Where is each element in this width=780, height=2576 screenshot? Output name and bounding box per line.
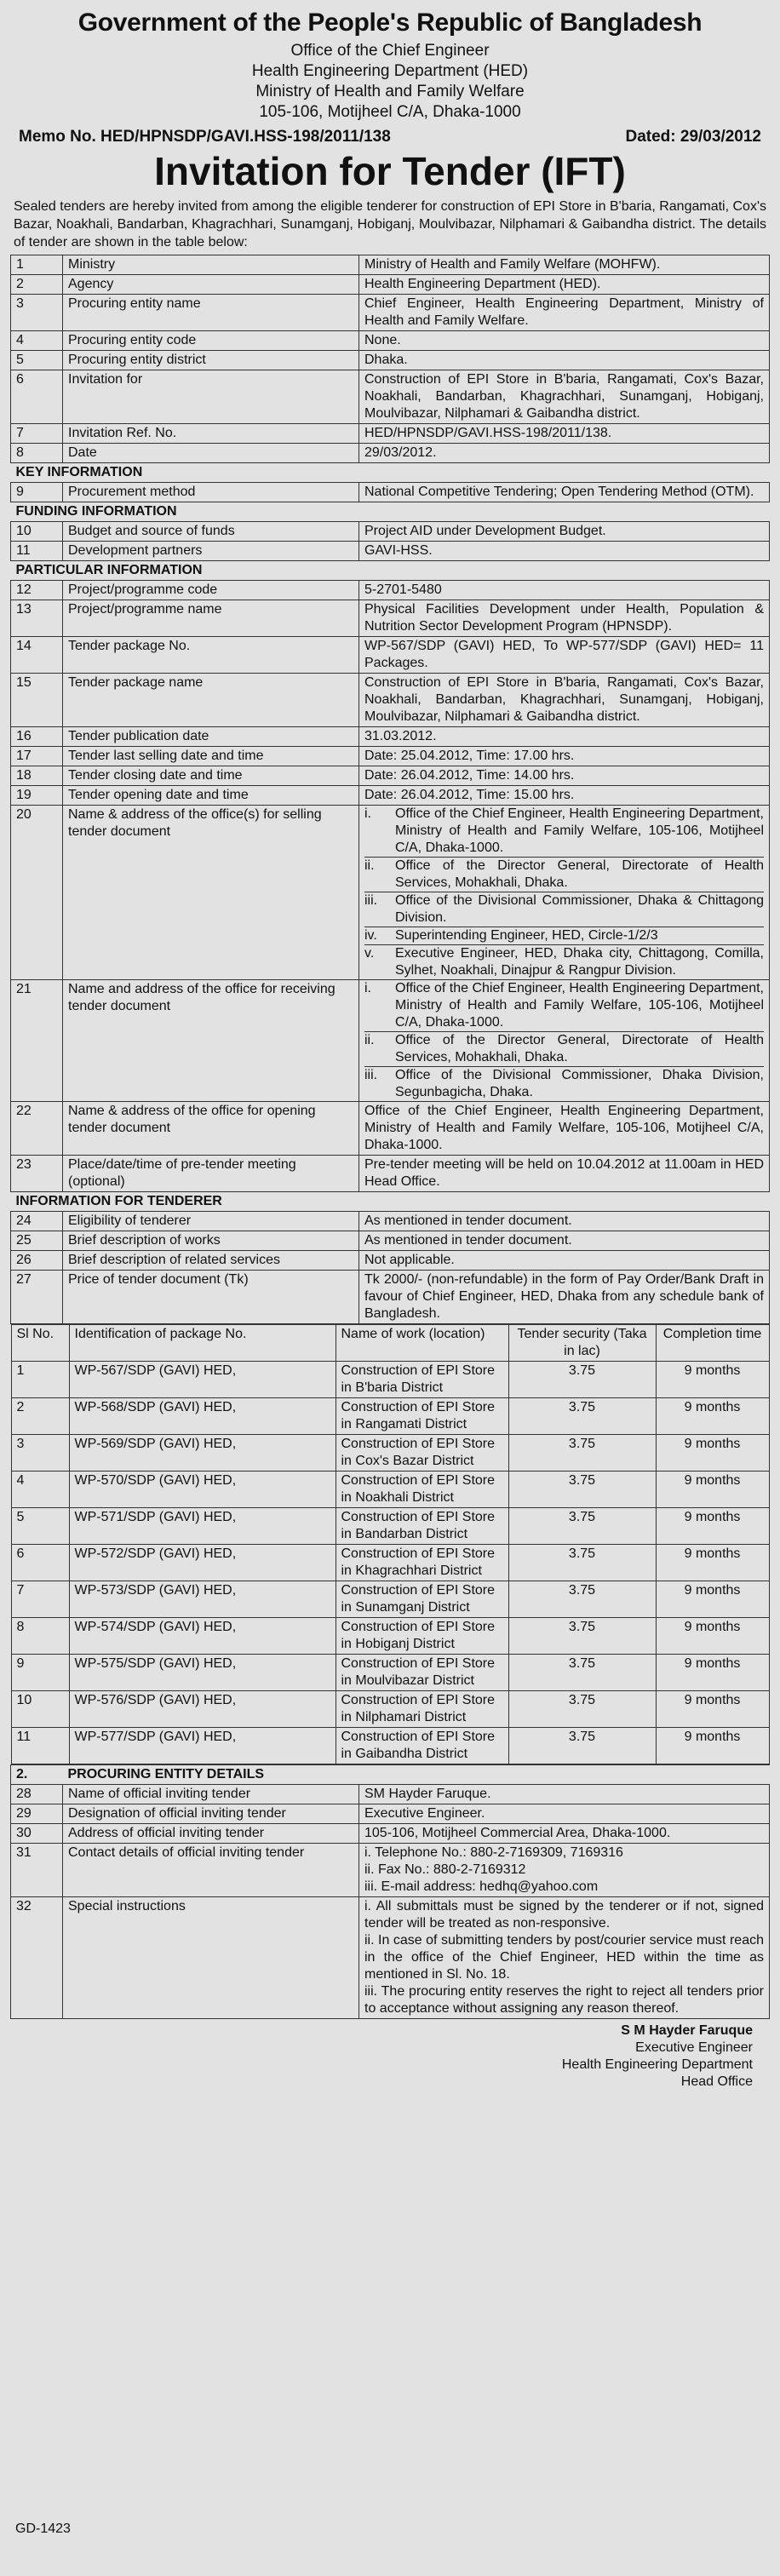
package-time: 9 months xyxy=(656,1508,769,1545)
package-row xyxy=(11,1398,769,1435)
detail-row xyxy=(11,542,770,561)
detail-row xyxy=(11,1271,770,1324)
detail-row xyxy=(11,351,770,370)
row-number: 8 xyxy=(11,444,63,463)
row-number: 7 xyxy=(11,424,63,444)
package-row xyxy=(11,1362,769,1398)
packages-header-work: Name of work (location) xyxy=(336,1325,508,1362)
item-text: Executive Engineer, HED, Dhaka city, Chittagong, Comilla, Sylhet, Noakhali, Dinajpur & Rangpur Division. xyxy=(395,946,764,978)
package-row xyxy=(11,1581,769,1618)
detail-row xyxy=(11,1804,770,1824)
item-roman: i. xyxy=(364,981,371,995)
office-list-item xyxy=(364,857,764,892)
package-security: 3.75 xyxy=(508,1362,656,1398)
signature-block xyxy=(10,2022,770,2091)
row-value xyxy=(359,1897,770,2019)
package-time: 9 months xyxy=(656,1362,769,1398)
department-line: Health Engineering Department (HED) xyxy=(251,62,529,80)
value-line: i. All submittals must be signed by the tenderer or if not, signed tender will be treated as non-responsive. xyxy=(364,1899,764,1931)
package-security: 3.75 xyxy=(508,1545,656,1581)
row-value: Office of the Chief Engineer, Health Engineering Department, Ministry of Health and Family Welfare, 105-106, Motijheel C/A, Dhaka-1000. xyxy=(359,1102,770,1156)
row-number: 1 xyxy=(11,255,63,275)
row-label: Contact details of official inviting tender xyxy=(63,1844,359,1897)
section-heading-row xyxy=(11,463,770,483)
detail-row xyxy=(11,255,770,275)
row-label: Place/date/time of pre-tender meeting (optional) xyxy=(63,1156,359,1192)
office-list-item xyxy=(364,892,764,927)
office-list-item xyxy=(364,806,764,857)
detail-row xyxy=(11,1785,770,1804)
row-value: WP-567/SDP (GAVI) HED, To WP-577/SDP (GAVI) HED= 11 Packages. xyxy=(359,637,770,674)
package-security: 3.75 xyxy=(508,1655,656,1691)
detail-row xyxy=(11,727,770,747)
row-value: 5-2701-5480 xyxy=(359,581,770,600)
row-label: Brief description of related services xyxy=(63,1251,359,1271)
row-value: Chief Engineer, Health Engineering Department, Ministry of Health and Family Welfare. xyxy=(359,295,770,331)
package-id: WP-571/SDP (GAVI) HED, xyxy=(69,1508,336,1545)
item-text: Office of the Director General, Directorate of Health Services, Mohakhali, Dhaka. xyxy=(395,1033,764,1064)
package-security: 3.75 xyxy=(508,1472,656,1508)
package-id: WP-575/SDP (GAVI) HED, xyxy=(69,1655,336,1691)
package-time: 9 months xyxy=(656,1398,769,1435)
package-security: 3.75 xyxy=(508,1691,656,1728)
packages-header-id: Identification of package No. xyxy=(69,1325,336,1362)
item-text: Office of the Divisional Commissioner, Dhaka & Chittagong Division. xyxy=(395,893,764,925)
row-number: 25 xyxy=(11,1231,63,1251)
row-number: 28 xyxy=(11,1785,63,1804)
signatory-department: Health Engineering Department xyxy=(561,2057,753,2072)
office-list xyxy=(359,980,770,1102)
signatory-name: S M Hayder Faruque xyxy=(621,2023,753,2038)
package-id: WP-570/SDP (GAVI) HED, xyxy=(69,1472,336,1508)
package-time: 9 months xyxy=(656,1581,769,1618)
row-label: Tender package name xyxy=(63,674,359,727)
office-list-item xyxy=(364,927,764,944)
package-id: WP-572/SDP (GAVI) HED, xyxy=(69,1545,336,1581)
item-text: Office of the Chief Engineer, Health Engineering Department, Ministry of Health and Family Welfare, 105-106, Motijheel C/A, Dhaka-1000. xyxy=(395,806,764,855)
package-id: WP-569/SDP (GAVI) HED, xyxy=(69,1435,336,1472)
detail-row xyxy=(11,674,770,727)
row-number: 24 xyxy=(11,1212,63,1231)
row-value: 105-106, Motijheel Commercial Area, Dhaka-1000. xyxy=(359,1824,770,1844)
package-row xyxy=(11,1472,769,1508)
detail-row xyxy=(11,1102,770,1156)
row-label: Name and address of the office for receiving tender document xyxy=(63,980,359,1102)
row-label: Tender publication date xyxy=(63,727,359,747)
package-row xyxy=(11,1728,769,1764)
package-work: Construction of EPI Store in Nilphamari District xyxy=(336,1691,508,1728)
row-label: Invitation Ref. No. xyxy=(63,424,359,444)
notice-header xyxy=(10,9,770,123)
row-value: GAVI-HSS. xyxy=(359,542,770,561)
row-value xyxy=(359,1844,770,1897)
package-work: Construction of EPI Store in Cox's Bazar District xyxy=(336,1435,508,1472)
package-work: Construction of EPI Store in B'baria District xyxy=(336,1362,508,1398)
government-title: Government of the People's Republic of Bangladesh xyxy=(77,9,703,37)
ad-code: GD-1423 xyxy=(15,2521,71,2536)
package-time: 9 months xyxy=(656,1691,769,1728)
package-row xyxy=(11,1508,769,1545)
packages-cell xyxy=(11,1324,770,1765)
detail-row xyxy=(11,1897,770,2019)
package-id: WP-573/SDP (GAVI) HED, xyxy=(69,1581,336,1618)
notice-title: Invitation for Tender (IFT) xyxy=(154,149,626,193)
package-work: Construction of EPI Store in Moulvibazar District xyxy=(336,1655,508,1691)
row-number: 29 xyxy=(11,1804,63,1824)
package-id: WP-576/SDP (GAVI) HED, xyxy=(69,1691,336,1728)
row-label: Tender closing date and time xyxy=(63,766,359,786)
row-value: National Competitive Tendering; Open Tendering Method (OTM). xyxy=(359,483,770,502)
package-security: 3.75 xyxy=(508,1728,656,1764)
detail-row xyxy=(11,522,770,542)
row-value: HED/HPNSDP/GAVI.HSS-198/2011/138. xyxy=(359,424,770,444)
row-label: Price of tender document (Tk) xyxy=(63,1271,359,1324)
package-sl: 1 xyxy=(11,1362,69,1398)
row-label: Designation of official inviting tender xyxy=(63,1804,359,1824)
value-line: i. Telephone No.: 880-2-7169309, 7169316 xyxy=(364,1845,623,1860)
row-number: 14 xyxy=(11,637,63,674)
row-number: 22 xyxy=(11,1102,63,1156)
row-value: Construction of EPI Store in B'baria, Rangamati, Cox's Bazar, Noakhali, Bandarban, Khagrachhari, Sunamganj, Hobiganj, Moulvibazar, Nilphamari & Gaibandha district. xyxy=(359,674,770,727)
section-heading-row xyxy=(11,561,770,581)
package-work: Construction of EPI Store in Noakhali District xyxy=(336,1472,508,1508)
value-line: iii. The procuring entity reserves the right to reject all tenders prior to acceptance without assigning any reason thereof. xyxy=(364,1984,764,2016)
package-security: 3.75 xyxy=(508,1581,656,1618)
item-text: Superintending Engineer, HED, Circle-1/2/3 xyxy=(395,928,658,943)
detail-row xyxy=(11,581,770,600)
package-row xyxy=(11,1435,769,1472)
detail-row xyxy=(11,980,770,1102)
row-label: Agency xyxy=(63,275,359,295)
row-number: 21 xyxy=(11,980,63,1102)
package-sl: 6 xyxy=(11,1545,69,1581)
package-id: WP-568/SDP (GAVI) HED, xyxy=(69,1398,336,1435)
detail-row xyxy=(11,275,770,295)
packages-header-sl: Sl No. xyxy=(11,1325,69,1362)
row-number: 10 xyxy=(11,522,63,542)
row-value: Pre-tender meeting will be held on 10.04.2012 at 11.00am in HED Head Office. xyxy=(359,1156,770,1192)
item-roman: ii. xyxy=(364,1033,375,1047)
package-row xyxy=(11,1655,769,1691)
row-label: Project/programme name xyxy=(63,600,359,637)
detail-row xyxy=(11,1156,770,1192)
office-line: Office of the Chief Engineer xyxy=(290,42,490,60)
detail-row xyxy=(11,786,770,806)
value-line: ii. In case of submitting tenders by post/courier service must reach in the office of the Chief Engineer, HED within the time as mentioned in Sl. No. 18. xyxy=(364,1933,764,1982)
package-work: Construction of EPI Store in Khagrachhari District xyxy=(336,1545,508,1581)
row-label: Tender last selling date and time xyxy=(63,747,359,766)
detail-row xyxy=(11,747,770,766)
package-id: WP-577/SDP (GAVI) HED, xyxy=(69,1728,336,1764)
row-value: As mentioned in tender document. xyxy=(359,1231,770,1251)
package-row xyxy=(11,1545,769,1581)
row-number: 13 xyxy=(11,600,63,637)
address-line: 105-106, Motijheel C/A, Dhaka-1000 xyxy=(259,103,521,121)
signatory-office: Head Office xyxy=(680,2074,753,2089)
intro-paragraph: Sealed tenders are hereby invited from among the eligible tenderer for construction of EPI Store in B'baria, Rangamati, Cox's Bazar, Noakhali, Bandarban, Khagrachhari, Sunamganj, Hobiganj, Moulvibazar, Nilphamari & Gaibandha district. The details of tender are shown in the table below: xyxy=(14,199,766,250)
packages-header-time: Completion time xyxy=(656,1325,769,1362)
item-text: Office of the Divisional Commissioner, Dhaka Division, Segunbagicha, Dhaka. xyxy=(395,1068,764,1099)
row-number: 3 xyxy=(11,295,63,331)
detail-row xyxy=(11,483,770,502)
section-heading-row xyxy=(11,1192,770,1212)
package-sl: 4 xyxy=(11,1472,69,1508)
detail-row xyxy=(11,637,770,674)
row-label: Ministry xyxy=(63,255,359,275)
package-sl: 7 xyxy=(11,1581,69,1618)
row-label: Procuring entity district xyxy=(63,351,359,370)
package-work: Construction of EPI Store in Gaibandha District xyxy=(336,1728,508,1764)
row-label: Name & address of the office for opening tender document xyxy=(63,1102,359,1156)
package-security: 3.75 xyxy=(508,1508,656,1545)
row-value: Date: 25.04.2012, Time: 17.00 hrs. xyxy=(359,747,770,766)
package-sl: 2 xyxy=(11,1398,69,1435)
row-value: As mentioned in tender document. xyxy=(359,1212,770,1231)
package-sl: 3 xyxy=(11,1435,69,1472)
package-time: 9 months xyxy=(656,1655,769,1691)
office-list-item xyxy=(364,980,764,1031)
section-number: 2. xyxy=(11,1765,63,1785)
row-number: 27 xyxy=(11,1271,63,1324)
signatory-designation: Executive Engineer xyxy=(635,2040,753,2055)
detail-row xyxy=(11,1824,770,1844)
row-number: 17 xyxy=(11,747,63,766)
detail-row xyxy=(11,1251,770,1271)
detail-row xyxy=(11,600,770,637)
item-text: Office of the Director General, Directorate of Health Services, Mohakhali, Dhaka. xyxy=(395,858,764,890)
office-list-item xyxy=(364,1066,764,1101)
package-row xyxy=(11,1618,769,1655)
row-label: Project/programme code xyxy=(63,581,359,600)
row-value: 31.03.2012. xyxy=(359,727,770,747)
packages-header-row xyxy=(11,1325,769,1362)
office-list-item xyxy=(364,1031,764,1066)
row-label: Budget and source of funds xyxy=(63,522,359,542)
section-heading: PROCURING ENTITY DETAILS xyxy=(63,1765,770,1785)
detail-row xyxy=(11,766,770,786)
row-number: 26 xyxy=(11,1251,63,1271)
row-number: 4 xyxy=(11,331,63,351)
packages-table xyxy=(11,1324,770,1764)
packages-container-row xyxy=(11,1324,770,1765)
row-number: 15 xyxy=(11,674,63,727)
row-label: Special instructions xyxy=(63,1897,359,2019)
package-sl: 9 xyxy=(11,1655,69,1691)
row-value: Date: 26.04.2012, Time: 14.00 hrs. xyxy=(359,766,770,786)
row-number: 30 xyxy=(11,1824,63,1844)
row-label: Procurement method xyxy=(63,483,359,502)
package-work: Construction of EPI Store in Rangamati District xyxy=(336,1398,508,1435)
row-number: 18 xyxy=(11,766,63,786)
row-label: Eligibility of tenderer xyxy=(63,1212,359,1231)
row-value: Date: 26.04.2012, Time: 15.00 hrs. xyxy=(359,786,770,806)
detail-row xyxy=(11,295,770,331)
detail-row xyxy=(11,370,770,424)
row-value: Dhaka. xyxy=(359,351,770,370)
tender-details-table xyxy=(10,255,770,2019)
row-value: SM Hayder Faruque. xyxy=(359,1785,770,1804)
row-number: 11 xyxy=(11,542,63,561)
item-roman: v. xyxy=(364,946,375,961)
section-heading: FUNDING INFORMATION xyxy=(11,502,770,522)
section-heading: INFORMATION FOR TENDERER xyxy=(11,1192,770,1212)
package-sl: 10 xyxy=(11,1691,69,1728)
package-sl: 8 xyxy=(11,1618,69,1655)
row-number: 23 xyxy=(11,1156,63,1192)
row-label: Name & address of the office(s) for selling tender document xyxy=(63,806,359,980)
package-time: 9 months xyxy=(656,1472,769,1508)
value-line: iii. E-mail address: hedhq@yahoo.com xyxy=(364,1879,599,1894)
memo-date: Dated: 29/03/2012 xyxy=(625,128,761,146)
section-heading-row xyxy=(11,1765,770,1785)
row-label: Name of official inviting tender xyxy=(63,1785,359,1804)
row-number: 31 xyxy=(11,1844,63,1897)
row-value: 29/03/2012. xyxy=(359,444,770,463)
value-line: ii. Fax No.: 880-2-7169312 xyxy=(364,1862,526,1877)
section-heading-row xyxy=(11,502,770,522)
row-label: Address of official inviting tender xyxy=(63,1824,359,1844)
item-roman: iii. xyxy=(364,1068,378,1082)
item-text: Office of the Chief Engineer, Health Engineering Department, Ministry of Health and Family Welfare, 105-106, Motijheel C/A, Dhaka-1000. xyxy=(395,981,764,1030)
detail-row xyxy=(11,806,770,980)
package-id: WP-567/SDP (GAVI) HED, xyxy=(69,1362,336,1398)
package-sl: 5 xyxy=(11,1508,69,1545)
package-time: 9 months xyxy=(656,1435,769,1472)
row-value: Ministry of Health and Family Welfare (MOHFW). xyxy=(359,255,770,275)
row-label: Procuring entity code xyxy=(63,331,359,351)
row-number: 9 xyxy=(11,483,63,502)
tender-notice xyxy=(10,0,770,2559)
memo-line xyxy=(10,128,770,146)
item-roman: iii. xyxy=(364,893,378,908)
row-label: Development partners xyxy=(63,542,359,561)
detail-row xyxy=(11,1844,770,1897)
row-value: None. xyxy=(359,331,770,351)
package-row xyxy=(11,1691,769,1728)
package-security: 3.75 xyxy=(508,1618,656,1655)
package-time: 9 months xyxy=(656,1728,769,1764)
row-value: Tk 2000/- (non-refundable) in the form of Pay Order/Bank Draft in favour of Chief Engineer, HED, Dhaka from any schedule bank of Bangladesh. xyxy=(359,1271,770,1324)
package-security: 3.75 xyxy=(508,1398,656,1435)
detail-row xyxy=(11,424,770,444)
memo-number: Memo No. HED/HPNSDP/GAVI.HSS-198/2011/138 xyxy=(19,128,391,146)
row-label: Invitation for xyxy=(63,370,359,424)
row-number: 6 xyxy=(11,370,63,424)
row-number: 12 xyxy=(11,581,63,600)
section-heading: KEY INFORMATION xyxy=(11,463,770,483)
office-list-item xyxy=(364,944,764,979)
package-id: WP-574/SDP (GAVI) HED, xyxy=(69,1618,336,1655)
row-number: 32 xyxy=(11,1897,63,2019)
detail-row xyxy=(11,1212,770,1231)
detail-row xyxy=(11,331,770,351)
row-label: Procuring entity name xyxy=(63,295,359,331)
detail-row xyxy=(11,444,770,463)
package-sl: 11 xyxy=(11,1728,69,1764)
section-heading: PARTICULAR INFORMATION xyxy=(11,561,770,581)
row-value: Health Engineering Department (HED). xyxy=(359,275,770,295)
item-roman: ii. xyxy=(364,858,375,873)
packages-header-sec: Tender security (Taka in lac) xyxy=(508,1325,656,1362)
row-number: 19 xyxy=(11,786,63,806)
row-value: Project AID under Development Budget. xyxy=(359,522,770,542)
package-security: 3.75 xyxy=(508,1435,656,1472)
row-number: 16 xyxy=(11,727,63,747)
detail-row xyxy=(11,1231,770,1251)
row-value: Physical Facilities Development under Health, Population & Nutrition Sector Development Program (HPNSDP). xyxy=(359,600,770,637)
package-time: 9 months xyxy=(656,1618,769,1655)
package-work: Construction of EPI Store in Bandarban District xyxy=(336,1508,508,1545)
row-label: Tender package No. xyxy=(63,637,359,674)
package-time: 9 months xyxy=(656,1545,769,1581)
package-work: Construction of EPI Store in Sunamganj District xyxy=(336,1581,508,1618)
row-value: Not applicable. xyxy=(359,1251,770,1271)
row-number: 20 xyxy=(11,806,63,980)
office-list xyxy=(359,806,770,980)
item-roman: i. xyxy=(364,806,371,821)
row-label: Tender opening date and time xyxy=(63,786,359,806)
item-roman: iv. xyxy=(364,928,377,943)
row-value: Construction of EPI Store in B'baria, Rangamati, Cox's Bazar, Noakhali, Bandarban, Khagrachhari, Sunamganj, Hobiganj, Moulvibazar, Nilphamari & Gaibandha district. xyxy=(359,370,770,424)
row-number: 2 xyxy=(11,275,63,295)
row-value: Executive Engineer. xyxy=(359,1804,770,1824)
ministry-line: Ministry of Health and Family Welfare xyxy=(255,83,525,100)
row-label: Date xyxy=(63,444,359,463)
package-work: Construction of EPI Store in Hobiganj District xyxy=(336,1618,508,1655)
row-label: Brief description of works xyxy=(63,1231,359,1251)
row-number: 5 xyxy=(11,351,63,370)
